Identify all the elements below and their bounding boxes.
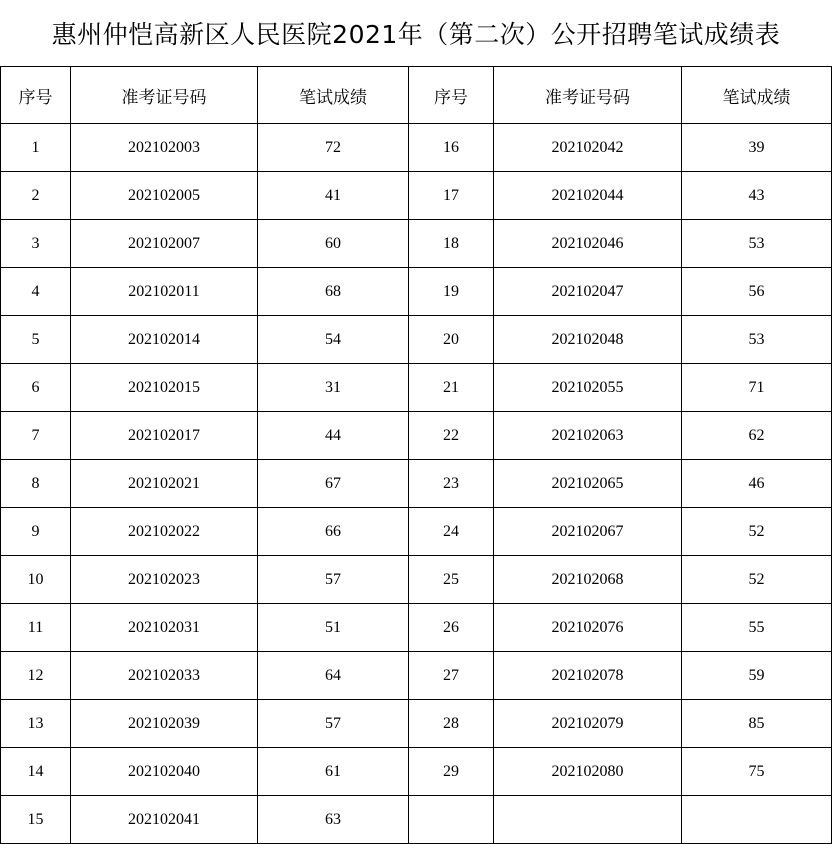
table-row (1, 172, 832, 220)
score-cell: 54 (258, 316, 409, 364)
score-cell: 52 (682, 556, 832, 604)
serial-cell: 24 (409, 508, 494, 556)
header-exam-id-left: 准考证号码 (71, 67, 258, 124)
exam-id-cell: 202102040 (71, 748, 258, 796)
exam-id-cell: 202102015 (71, 364, 258, 412)
exam-id-cell: 202102014 (71, 316, 258, 364)
exam-id-cell: 202102079 (494, 700, 682, 748)
table-row (1, 604, 832, 652)
serial-cell: 2 (1, 172, 71, 220)
score-cell: 63 (258, 796, 409, 844)
serial-cell: 3 (1, 220, 71, 268)
score-cell: 67 (258, 460, 409, 508)
score-cell: 53 (682, 220, 832, 268)
score-cell: 51 (258, 604, 409, 652)
exam-id-cell: 202102022 (71, 508, 258, 556)
score-cell: 41 (258, 172, 409, 220)
exam-id-cell: 202102017 (71, 412, 258, 460)
exam-id-cell: 202102039 (71, 700, 258, 748)
page-title: 惠州仲恺高新区人民医院2021年（第二次）公开招聘笔试成绩表 (51, 20, 781, 49)
table-row (1, 508, 832, 556)
exam-id-cell: 202102011 (71, 268, 258, 316)
serial-cell: 28 (409, 700, 494, 748)
serial-cell: 26 (409, 604, 494, 652)
score-cell: 57 (258, 700, 409, 748)
score-cell: 68 (258, 268, 409, 316)
score-cell: 75 (682, 748, 832, 796)
exam-id-cell: 202102065 (494, 460, 682, 508)
score-cell: 62 (682, 412, 832, 460)
exam-id-cell: 202102063 (494, 412, 682, 460)
serial-cell: 1 (1, 124, 71, 172)
table-row (1, 124, 832, 172)
serial-cell: 14 (1, 748, 71, 796)
table-row (1, 316, 832, 364)
score-cell: 43 (682, 172, 832, 220)
header-score-right: 笔试成绩 (682, 67, 832, 124)
exam-id-cell: 202102068 (494, 556, 682, 604)
exam-id-cell: 202102044 (494, 172, 682, 220)
serial-cell: 11 (1, 604, 71, 652)
serial-cell: 25 (409, 556, 494, 604)
table-row (1, 412, 832, 460)
score-cell: 39 (682, 124, 832, 172)
serial-cell: 22 (409, 412, 494, 460)
exam-id-cell: 202102005 (71, 172, 258, 220)
score-cell: 60 (258, 220, 409, 268)
serial-cell: 21 (409, 364, 494, 412)
exam-id-cell: 202102076 (494, 604, 682, 652)
exam-id-cell: 202102078 (494, 652, 682, 700)
serial-cell: 8 (1, 460, 71, 508)
serial-cell: 13 (1, 700, 71, 748)
table-row (1, 364, 832, 412)
header-score-left: 笔试成绩 (258, 67, 409, 124)
score-cell: 56 (682, 268, 832, 316)
score-cell: 52 (682, 508, 832, 556)
serial-cell: 20 (409, 316, 494, 364)
serial-cell: 6 (1, 364, 71, 412)
score-cell: 66 (258, 508, 409, 556)
header-serial-left: 序号 (1, 67, 71, 124)
serial-cell: 23 (409, 460, 494, 508)
serial-cell: 7 (1, 412, 71, 460)
score-table (0, 66, 832, 844)
table-row (1, 700, 832, 748)
exam-id-cell: 202102046 (494, 220, 682, 268)
serial-cell: 27 (409, 652, 494, 700)
serial-cell: 16 (409, 124, 494, 172)
score-cell: 53 (682, 316, 832, 364)
exam-id-cell: 202102055 (494, 364, 682, 412)
exam-id-cell: 202102048 (494, 316, 682, 364)
header-serial-right: 序号 (409, 67, 494, 124)
score-cell: 61 (258, 748, 409, 796)
serial-cell (409, 796, 494, 844)
serial-cell: 9 (1, 508, 71, 556)
serial-cell: 29 (409, 748, 494, 796)
serial-cell: 18 (409, 220, 494, 268)
serial-cell: 17 (409, 172, 494, 220)
table-row (1, 460, 832, 508)
score-cell: 71 (682, 364, 832, 412)
exam-id-cell: 202102041 (71, 796, 258, 844)
serial-cell: 4 (1, 268, 71, 316)
score-cell: 46 (682, 460, 832, 508)
table-row (1, 220, 832, 268)
serial-cell: 19 (409, 268, 494, 316)
serial-cell: 12 (1, 652, 71, 700)
exam-id-cell: 202102042 (494, 124, 682, 172)
table-row (1, 796, 832, 844)
exam-id-cell: 202102067 (494, 508, 682, 556)
header-exam-id-right: 准考证号码 (494, 67, 682, 124)
exam-id-cell: 202102047 (494, 268, 682, 316)
exam-id-cell: 202102021 (71, 460, 258, 508)
table-row (1, 748, 832, 796)
table-row (1, 268, 832, 316)
table-body (1, 124, 832, 844)
exam-id-cell (494, 796, 682, 844)
score-cell: 57 (258, 556, 409, 604)
serial-cell: 15 (1, 796, 71, 844)
exam-id-cell: 202102003 (71, 124, 258, 172)
table-row (1, 556, 832, 604)
exam-id-cell: 202102023 (71, 556, 258, 604)
exam-id-cell: 202102080 (494, 748, 682, 796)
score-cell: 31 (258, 364, 409, 412)
table-header-row (1, 67, 832, 124)
score-cell: 55 (682, 604, 832, 652)
score-cell (682, 796, 832, 844)
table-row (1, 652, 832, 700)
serial-cell: 10 (1, 556, 71, 604)
exam-id-cell: 202102033 (71, 652, 258, 700)
score-cell: 44 (258, 412, 409, 460)
score-cell: 85 (682, 700, 832, 748)
score-cell: 64 (258, 652, 409, 700)
score-cell: 72 (258, 124, 409, 172)
score-cell: 59 (682, 652, 832, 700)
serial-cell: 5 (1, 316, 71, 364)
exam-id-cell: 202102007 (71, 220, 258, 268)
exam-id-cell: 202102031 (71, 604, 258, 652)
